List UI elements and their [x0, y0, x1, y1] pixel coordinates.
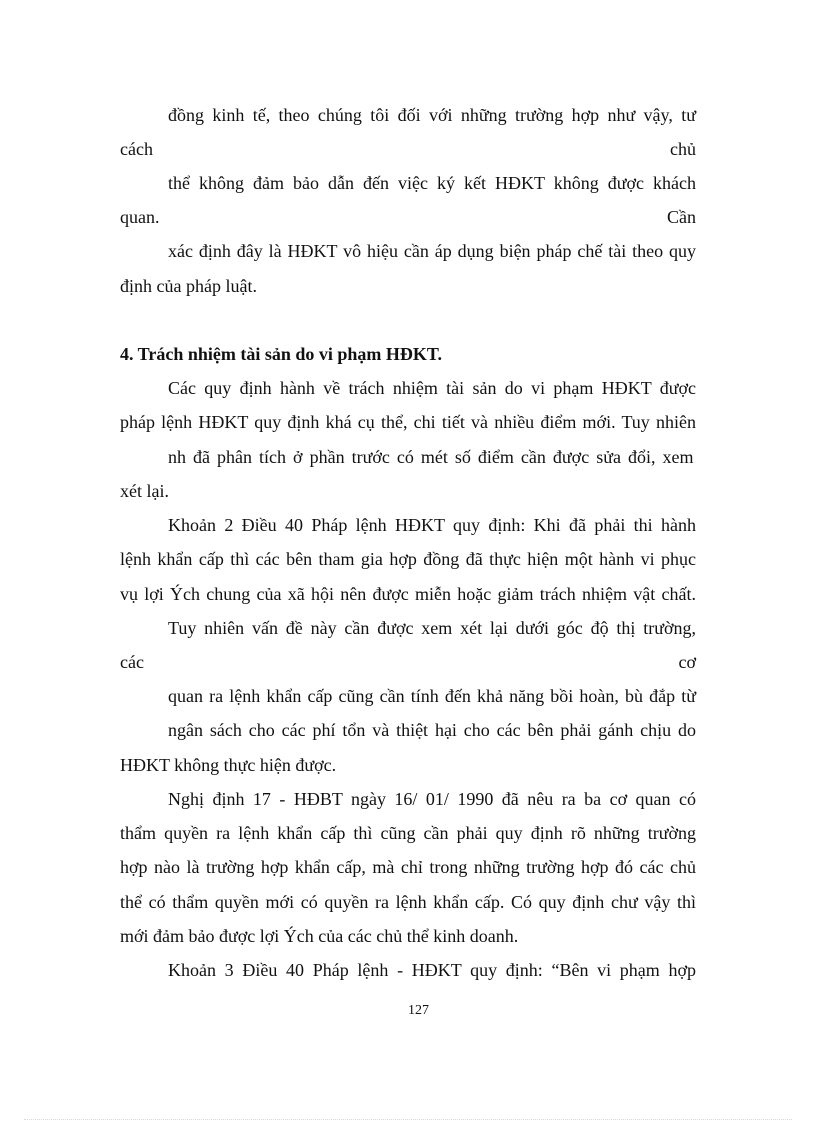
- text-line: các: [120, 652, 144, 672]
- text-line: định của pháp luật.: [120, 276, 257, 296]
- text-line: xét lại.: [120, 481, 169, 501]
- page-number: 127: [408, 1003, 429, 1018]
- text-line: HĐKT không thực hiện được.: [120, 755, 337, 775]
- text-line: mới đảm bảo được lợi Ých của các chủ thể kinh doanh.: [120, 926, 519, 946]
- text-line: xác định đây là HĐKT vô hiệu cần áp dụng biện pháp chế tài theo quy: [168, 241, 696, 261]
- text-line: thể có thẩm quyền mới có quyền ra lệnh khẩn cấp. Có quy định chư vậy thì: [120, 892, 696, 912]
- text-line: Cần: [667, 207, 696, 227]
- text-line: nh đã phân tích ở phần trước có mét số điểm cần được sửa đổi, xem: [168, 447, 694, 467]
- text-line: cơ: [678, 652, 696, 672]
- text-line: chủ: [670, 139, 696, 159]
- text-line: đồng kinh tế, theo chúng tôi đối với những trường hợp như vậy, tư: [168, 105, 696, 125]
- text-line: thẩm quyền ra lệnh khẩn cấp thì cũng cần phải quy định rõ những trường: [120, 823, 696, 843]
- text-line: Tuy nhiên vấn đề này cần được xem xét lại dưới góc độ thị trường,: [168, 618, 696, 638]
- text-line: lệnh khẩn cấp thì các bên tham gia hợp đồng đã thực hiện một hành vi phục: [120, 549, 696, 569]
- text-line: quan ra lệnh khẩn cấp cũng cần tính đến khả năng bồi hoàn, bù đắp từ: [168, 686, 696, 706]
- text-line: pháp lệnh HĐKT quy định khá cụ thể, chi tiết và nhiều điểm mới. Tuy nhiên: [120, 412, 696, 432]
- text-line: thể không đảm bảo dẫn đến việc ký kết HĐKT không được khách: [168, 173, 696, 193]
- text-line: quan.: [120, 207, 160, 227]
- page-edge-divider: [24, 1119, 792, 1120]
- text-line: Khoản 2 Điều 40 Pháp lệnh HĐKT quy định: Khi đã phải thi hành: [168, 515, 696, 535]
- text-line: hợp nào là trường hợp khẩn cấp, mà chỉ trong những trường hợp đó các chủ: [120, 857, 696, 877]
- text-line: ngân sách cho các phí tổn và thiệt hại cho các bên phải gánh chịu do: [168, 720, 696, 740]
- text-line: Nghị định 17 - HĐBT ngày 16/ 01/ 1990 đã nêu ra ba cơ quan có: [168, 789, 696, 809]
- section-heading: 4. Trách nhiệm tài sản do vi phạm HĐKT.: [120, 344, 443, 364]
- text-line: vụ lợi Ých chung của xã hội nên được miễn hoặc giảm trách nhiệm vật chất.: [120, 584, 696, 604]
- text-line: Các quy định hành về trách nhiệm tài sản do vi phạm HĐKT được: [168, 378, 696, 398]
- text-line: Khoản 3 Điều 40 Pháp lệnh - HĐKT quy định: “Bên vi phạm hợp: [168, 960, 696, 980]
- text-line: cách: [120, 139, 153, 159]
